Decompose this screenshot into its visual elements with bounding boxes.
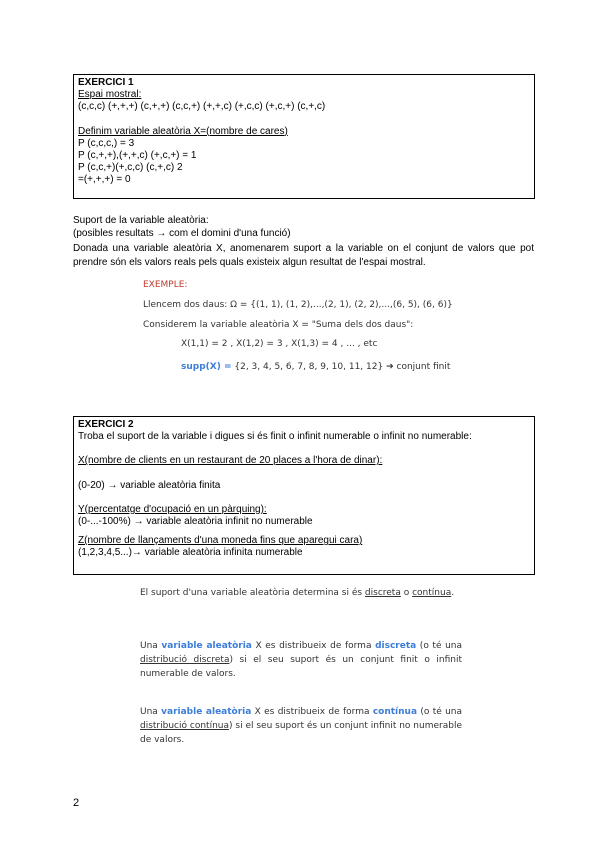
- discrete-distribution-term: distribució discreta: [140, 655, 230, 665]
- continuous-distribution-paragraph: Una variable aleatòria X es distribueix de forma contínua (o té una distribució contínua) si el seu suport és un conjunt infinit no numerable de valors.: [140, 707, 463, 745]
- exercise-1-title: EXERCICI 1: [78, 77, 134, 88]
- continuous-term: contínua: [412, 588, 452, 598]
- item-z-answer: (1,2,3,4,5...)→ variable aleatòria infinita numerable: [78, 547, 303, 559]
- exercise-2-prompt: Troba el suport de la variable i digues si és finit o infinit numerable o infinit no numerable:: [78, 431, 472, 443]
- item-z-label: Z(nombre de llançaments d'una moneda fins que aparegui cara): [78, 535, 363, 547]
- variable-term: variable aleatòria: [161, 641, 252, 651]
- support-result-line: [181, 361, 450, 374]
- example-label: EXEMPLE:: [143, 280, 188, 290]
- supp-result: conjunt finit: [396, 362, 451, 372]
- support-subheading: (posibles resultats → com el domini d'una funció): [73, 228, 291, 239]
- random-variable-definition: Definim variable aleatòria X=(nombre de cares): [78, 125, 288, 137]
- supp-value: {2, 3, 4, 5, 6, 7, 8, 9, 10, 11, 12}: [234, 362, 384, 372]
- support-definition: Donada una variable aleatòria X, anomenarem suport a la variable on el conjunt de valors que pot prendre són els valors reals pels quals existeix algun resultat de l'espai mostral.: [73, 243, 534, 268]
- discrete-kind: discreta: [375, 641, 417, 651]
- arrow-icon: ➔: [386, 362, 394, 372]
- item-x-label: X(nombre de clients en un restaurant de 20 places a l'hora de dinar):: [78, 455, 383, 467]
- sample-space-label: Espai mostral:: [78, 89, 142, 101]
- support-heading: Suport de la variable aleatòria:: [73, 215, 209, 226]
- exercise-2-title: EXERCICI 2: [78, 419, 134, 430]
- discrete-distribution-paragraph: Una variable aleatòria X es distribueix de forma discreta (o té una distribució discreta) si el seu suport és un conjunt finit o infinit numerable de valors.: [140, 641, 463, 679]
- probability-line: P (c,+,+),(+,+,c) (+,c,+) = 1: [78, 150, 197, 162]
- example-values-line: X(1,1) = 2 , X(1,2) = 3 , X(1,3) = 4 , ... , etc: [181, 339, 378, 349]
- page-number: 2: [73, 797, 80, 809]
- supp-label: supp(X) =: [181, 362, 232, 372]
- probability-line: P (c,c,+)(+,c,c) (c,+,c) 2: [78, 162, 183, 174]
- item-y-label: Y(percentatge d'ocupació en un pàrquing):: [78, 503, 267, 515]
- variable-term: variable aleatòria: [161, 707, 252, 717]
- continuous-distribution-term: distribució contínua: [140, 721, 229, 731]
- item-x-answer: (0-20) → variable aleatòria finita: [78, 479, 221, 491]
- example-variable-line: Considerem la variable aleatòria X = "Suma dels dos daus":: [143, 320, 414, 330]
- continuous-kind: contínua: [372, 707, 418, 717]
- item-y-answer: (0-...-100%) → variable aleatòria infinit no numerable: [78, 516, 313, 528]
- exercise-1-box: [73, 74, 535, 199]
- example-dice-line: Llencem dos daus: Ω = {(1, 1), (1, 2),...,(2, 1), (2, 2),...,(6, 5), (6, 6)}: [143, 300, 453, 310]
- probability-line: =(+,+,+) = 0: [78, 174, 131, 186]
- exercise-2-box: [73, 416, 535, 575]
- discrete-term: discreta: [364, 588, 401, 598]
- sample-space-values: (c,c,c) (+,+,+) (c,+,+) (c,c,+) (+,+,c) (+,c,c) (+,c,+) (c,+,c): [78, 101, 326, 113]
- support-determines-paragraph: El suport d'una variable aleatòria determina si és discreta o contínua.: [140, 588, 455, 598]
- probability-line: P (c,c,c,) = 3: [78, 137, 135, 149]
